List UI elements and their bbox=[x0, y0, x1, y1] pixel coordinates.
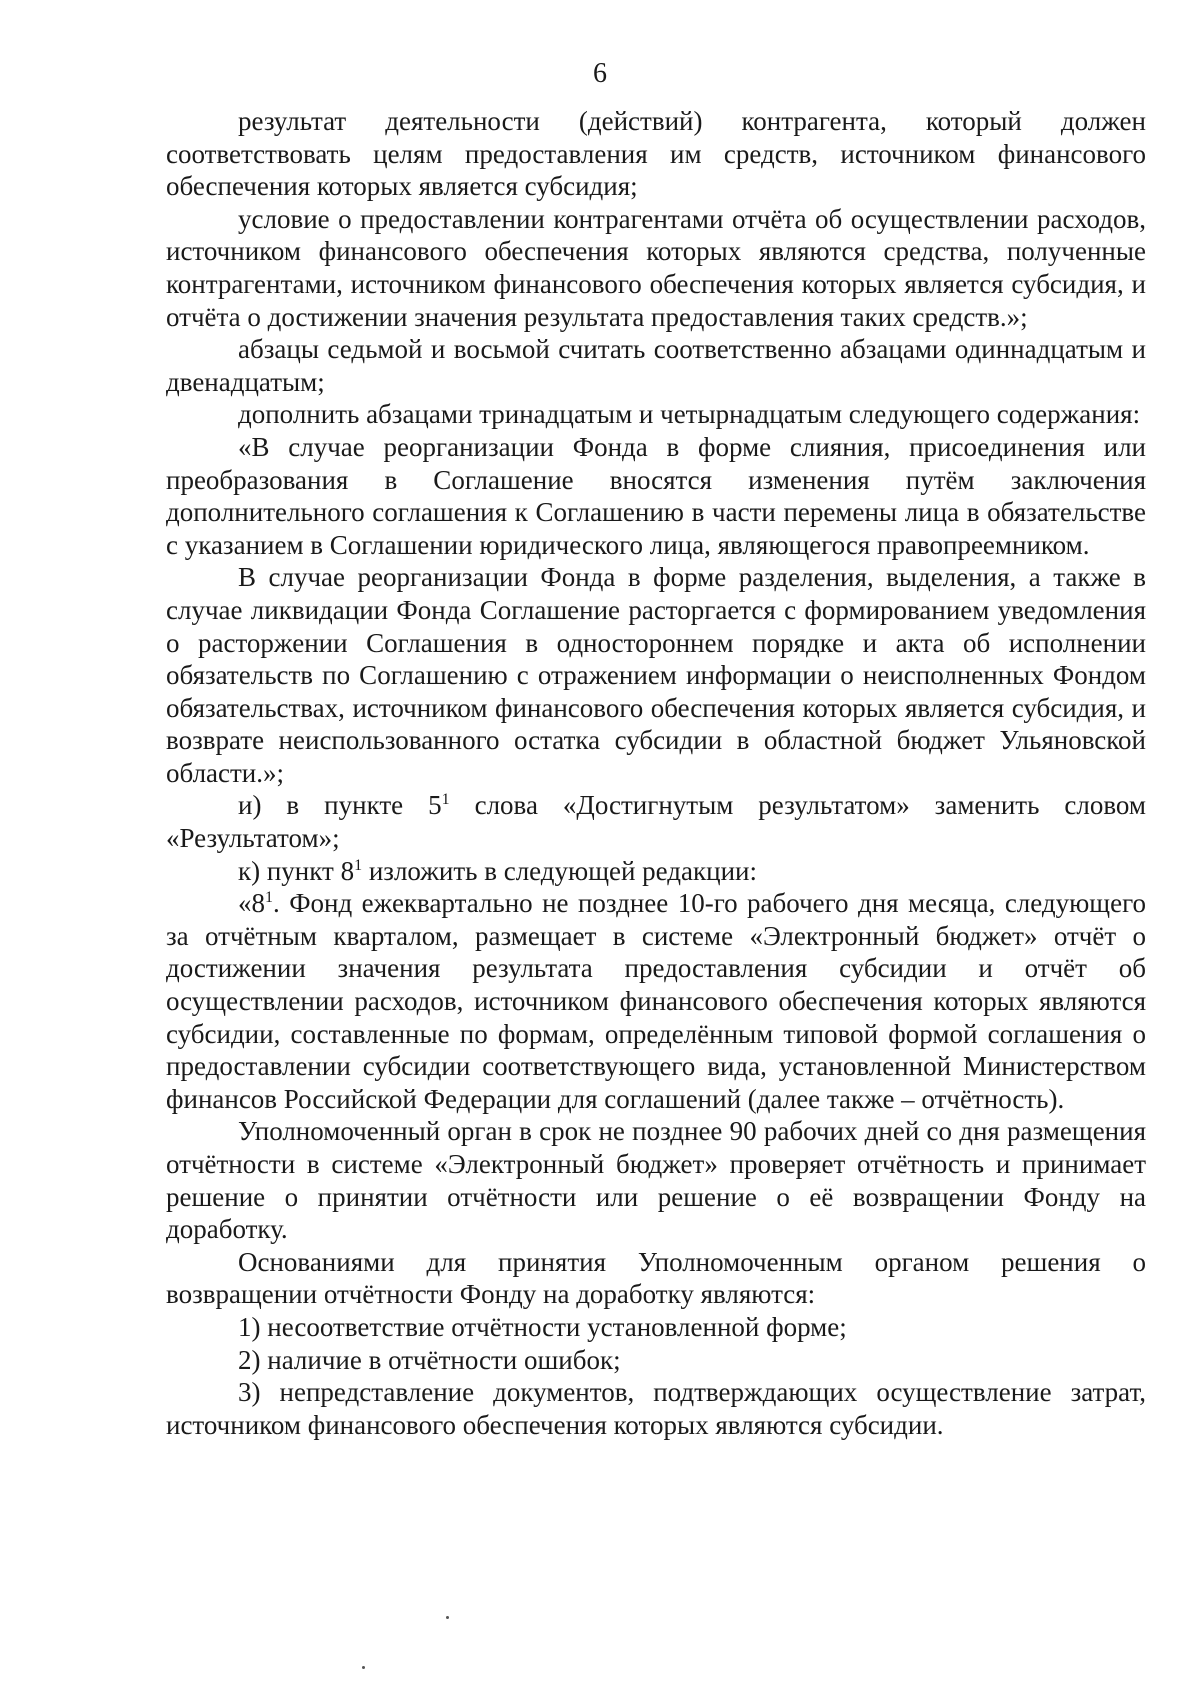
paragraph-11: Основаниями для принятия Уполномоченным органом решения о возвращении отчётности Фонду на доработку являются: bbox=[166, 1246, 1146, 1310]
paragraph-4: дополнить абзацами тринадцатым и четырнадцатым следующего содержания: bbox=[238, 399, 1141, 430]
paragraph-2: условие о предоставлении контрагентами отчёта об осуществлении расходов, источником финансового обеспечения которых являются средства, полученные контрагентами, источником финансового обеспечения которых является субсидия, и отчёта о достижении значения результата предоставления таких средств.»; bbox=[166, 203, 1146, 332]
paragraph-7-superscript: 1 bbox=[441, 791, 450, 809]
paragraph-3: абзацы седьмой и восьмой считать соответственно абзацами одиннадцатым и двенадцатым; bbox=[166, 334, 1146, 397]
paragraph-8 bbox=[166, 855, 1146, 888]
paragraph-7-end: слова «Достигнутым результатом» заменить словом «Результатом»; bbox=[166, 790, 1146, 854]
paragraph-9-start: «8 bbox=[238, 888, 265, 919]
paragraph-7-start: и) в пункте 5 bbox=[238, 790, 442, 821]
paragraph-6: В случае реорганизации Фонда в форме разделения, выделения, а также в случае ликвидации Фонда Соглашение расторгается с формированием уведомления о расторжении Соглашения в одностороннем порядке и акта об исполнении обязательств по Соглашению с отражением информации о неисполненных Фондом обязательствах, источником финансового обеспечения которых является субсидия, и возврате неиспользованного остатка субсидии в областной бюджет Ульяновской области.»; bbox=[166, 562, 1146, 788]
paragraph-1: результат деятельности (действий) контрагента, который должен соответствовать целям предоставления им средств, источником финансового обеспечения которых является субсидия; bbox=[166, 106, 1146, 202]
paragraph-8-start: к) пункт 8 bbox=[238, 855, 355, 886]
paragraph-8-end: изложить в следующей редакции: bbox=[362, 855, 757, 886]
paragraph-13: 2) наличие в отчётности ошибок; bbox=[238, 1344, 621, 1375]
page-number: 6 bbox=[593, 58, 607, 89]
scan-speck bbox=[362, 1666, 365, 1669]
paragraph-7 bbox=[166, 789, 1146, 854]
paragraph-8-superscript: 1 bbox=[354, 856, 363, 874]
document-body bbox=[166, 105, 1146, 1441]
paragraph-10: Уполномоченный орган в срок не позднее 90 рабочих дней со дня размещения отчётности в системе «Электронный бюджет» проверяет отчётность и принимает решение о принятии отчётности или решение о её возвращении Фонду на доработку. bbox=[166, 1116, 1146, 1245]
scan-speck bbox=[446, 1616, 449, 1619]
paragraph-9 bbox=[166, 887, 1146, 1115]
paragraph-14: 3) непредставление документов, подтверждающих осуществление затрат, источником финансового обеспечения которых являются субсидии. bbox=[166, 1377, 1146, 1440]
paragraph-12: 1) несоответствие отчётности установленной форме; bbox=[238, 1311, 847, 1342]
paragraph-5: «В случае реорганизации Фонда в форме слияния, присоединения или преобразования в Соглашение вносятся изменения путём заключения дополнительного соглашения к Соглашению в части перемены лица в обязательстве с указанием в Соглашении юридического лица, являющегося правопреемником. bbox=[166, 431, 1146, 560]
paragraph-9-end: . Фонд ежеквартально не позднее 10-го рабочего дня месяца, следующего за отчётным кварталом, размещает в системе «Электронный бюджет» отчёт о достижении значения результата предоставления субсидии и отчёт об осуществлении расходов, источником финансового обеспечения которых являются субсидии, составленные по формам, определённым типовой формой соглашения о предоставлении субсидии соответствующего вида, установленной Министерством финансов Российской Федерации для соглашений (далее также – отчётность). bbox=[166, 888, 1146, 1114]
paragraph-9-superscript: 1 bbox=[265, 889, 273, 907]
